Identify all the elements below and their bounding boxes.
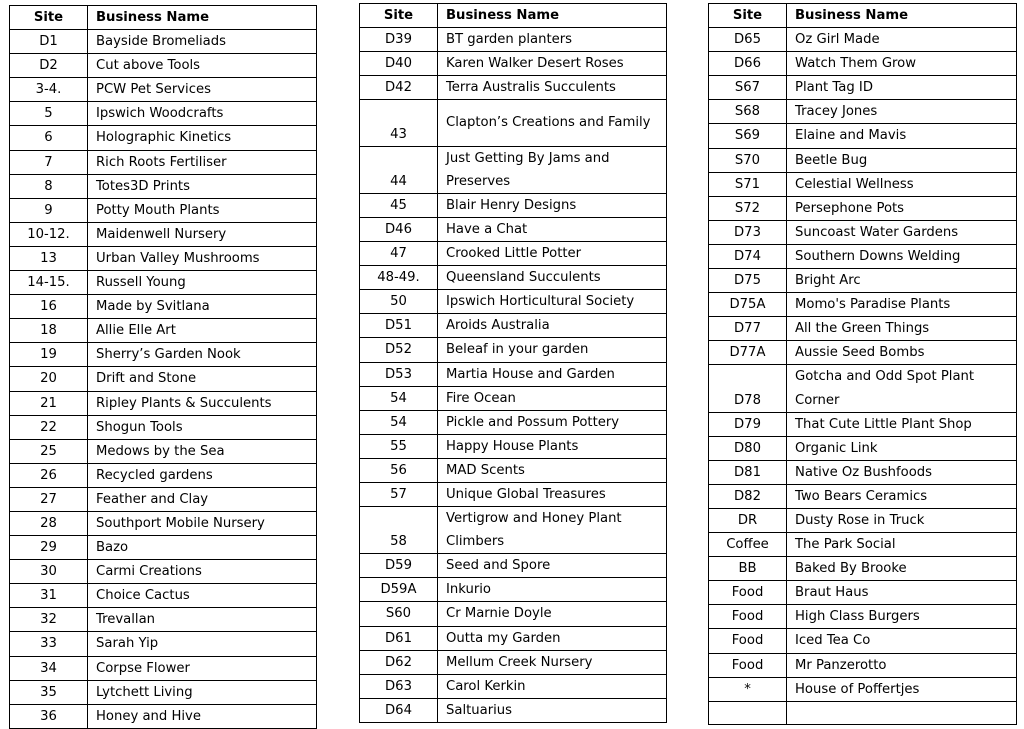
business-name-cell: Maidenwell Nursery	[88, 222, 317, 246]
site-cell: D39	[360, 28, 438, 52]
table-row	[360, 434, 667, 458]
table-row	[10, 222, 317, 246]
site-cell: 18	[10, 319, 88, 343]
site-cell: 22	[10, 415, 88, 439]
business-name-cell: Ipswich Horticultural Society	[438, 290, 667, 314]
site-cell: D63	[360, 674, 438, 698]
business-name-cell: Beleaf in your garden	[438, 338, 667, 362]
table-row	[709, 484, 1017, 508]
site-cell: 14-15.	[10, 271, 88, 295]
business-name-cell: Blair Henry Designs	[438, 193, 667, 217]
table-row	[10, 174, 317, 198]
site-cell: 34	[10, 656, 88, 680]
business-name-cell: Tracey Jones	[787, 100, 1017, 124]
business-name-cell: Cr Marnie Doyle	[438, 602, 667, 626]
site-cell: 8	[10, 174, 88, 198]
table-row	[10, 704, 317, 728]
table-row	[709, 605, 1017, 629]
business-name-cell: Crooked Little Potter	[438, 242, 667, 266]
table-row	[10, 511, 317, 535]
business-name-cell: Rich Roots Fertiliser	[88, 150, 317, 174]
site-cell: D77A	[709, 341, 787, 365]
site-cell: 29	[10, 536, 88, 560]
site-cell: S71	[709, 172, 787, 196]
site-cell: 55	[360, 434, 438, 458]
table-row	[360, 578, 667, 602]
business-name-cell: Bayside Bromeliads	[88, 30, 317, 54]
table-row	[10, 198, 317, 222]
site-cell: 57	[360, 482, 438, 506]
business-name-cell: Plant Tag ID	[787, 76, 1017, 100]
business-name-cell: High Class Burgers	[787, 605, 1017, 629]
table-row	[709, 436, 1017, 460]
business-name-cell: Persephone Pots	[787, 196, 1017, 220]
business-name-cell: Totes3D Prints	[88, 174, 317, 198]
site-cell: 25	[10, 439, 88, 463]
table-row	[10, 30, 317, 54]
business-name-cell: PCW Pet Services	[88, 78, 317, 102]
table-row	[360, 290, 667, 314]
stall-table-3	[708, 3, 1017, 725]
site-cell: D52	[360, 338, 438, 362]
site-cell: 16	[10, 295, 88, 319]
business-name-cell: Bright Arc	[787, 269, 1017, 293]
table-row	[10, 560, 317, 584]
site-cell: Food	[709, 653, 787, 677]
table-row	[360, 146, 667, 193]
table-row	[10, 295, 317, 319]
business-name-cell: Happy House Plants	[438, 434, 667, 458]
business-name-cell: Have a Chat	[438, 217, 667, 241]
business-name-cell: Suncoast Water Gardens	[787, 220, 1017, 244]
business-name-cell: Iced Tea Co	[787, 629, 1017, 653]
table-row	[709, 365, 1017, 412]
site-cell: D75A	[709, 293, 787, 317]
business-name-cell: Clapton’s Creations and Family	[438, 100, 667, 146]
business-name-cell: Vertigrow and Honey Plant Climbers	[438, 507, 667, 554]
site-cell: 5	[10, 102, 88, 126]
table-row	[360, 698, 667, 722]
table-row	[360, 386, 667, 410]
table-row	[10, 78, 317, 102]
site-cell: 35	[10, 680, 88, 704]
business-name-cell: Trevallan	[88, 608, 317, 632]
table-row	[360, 266, 667, 290]
business-name-cell: Medows by the Sea	[88, 439, 317, 463]
table-row	[709, 677, 1017, 701]
business-name-column-header: Business Name	[438, 4, 667, 28]
table-row	[709, 412, 1017, 436]
business-name-cell: Mr Panzerotto	[787, 653, 1017, 677]
site-cell: 32	[10, 608, 88, 632]
site-cell: BB	[709, 557, 787, 581]
table-row	[360, 100, 667, 146]
table-row	[10, 632, 317, 656]
site-cell: D42	[360, 76, 438, 100]
table-row	[709, 293, 1017, 317]
business-name-cell: Baked By Brooke	[787, 557, 1017, 581]
business-name-column-header: Business Name	[88, 6, 317, 30]
business-name-cell: Aroids Australia	[438, 314, 667, 338]
business-name-cell: Momo's Paradise Plants	[787, 293, 1017, 317]
site-cell: 56	[360, 458, 438, 482]
business-name-cell: Fire Ocean	[438, 386, 667, 410]
business-name-cell: Ipswich Woodcrafts	[88, 102, 317, 126]
site-cell: S68	[709, 100, 787, 124]
business-name-cell: Outta my Garden	[438, 626, 667, 650]
site-cell: D80	[709, 436, 787, 460]
site-cell: 54	[360, 386, 438, 410]
table-row	[360, 410, 667, 434]
table-row	[360, 76, 667, 100]
site-cell: 58	[360, 507, 438, 554]
table-row	[709, 244, 1017, 268]
business-name-cell: Inkurio	[438, 578, 667, 602]
table-row	[360, 482, 667, 506]
business-name-cell: Feather and Clay	[88, 487, 317, 511]
table-row	[360, 52, 667, 76]
table-row	[709, 508, 1017, 532]
business-name-cell: Just Getting By Jams and Preserves	[438, 146, 667, 193]
business-name-cell: The Park Social	[787, 533, 1017, 557]
site-cell: D82	[709, 484, 787, 508]
table-row	[360, 217, 667, 241]
table-row	[709, 269, 1017, 293]
business-name-cell: Beetle Bug	[787, 148, 1017, 172]
site-cell: 44	[360, 146, 438, 193]
table-row	[10, 608, 317, 632]
table-row	[360, 507, 667, 554]
site-cell: D79	[709, 412, 787, 436]
business-name-cell: Shogun Tools	[88, 415, 317, 439]
site-cell: 31	[10, 584, 88, 608]
table-row	[10, 463, 317, 487]
header-row	[10, 6, 317, 30]
site-cell: 45	[360, 193, 438, 217]
table-row	[709, 341, 1017, 365]
business-name-cell: Terra Australis Succulents	[438, 76, 667, 100]
site-cell: Coffee	[709, 533, 787, 557]
business-name-cell: Watch Them Grow	[787, 52, 1017, 76]
business-name-cell: Aussie Seed Bombs	[787, 341, 1017, 365]
business-name-cell: MAD Scents	[438, 458, 667, 482]
table-row	[360, 193, 667, 217]
table-row	[360, 554, 667, 578]
table-row	[10, 246, 317, 270]
business-name-cell: Martia House and Garden	[438, 362, 667, 386]
site-cell: 28	[10, 511, 88, 535]
site-cell: 13	[10, 246, 88, 270]
table-row	[10, 680, 317, 704]
site-cell: D74	[709, 244, 787, 268]
business-name-cell: Braut Haus	[787, 581, 1017, 605]
business-name-cell: Carmi Creations	[88, 560, 317, 584]
table-row	[360, 314, 667, 338]
site-cell: D66	[709, 52, 787, 76]
business-name-cell: Two Bears Ceramics	[787, 484, 1017, 508]
site-cell: 30	[10, 560, 88, 584]
site-cell: D2	[10, 54, 88, 78]
business-name-cell: Elaine and Mavis	[787, 124, 1017, 148]
table-row	[709, 653, 1017, 677]
business-name-cell: Pickle and Possum Pottery	[438, 410, 667, 434]
business-name-cell: Recycled gardens	[88, 463, 317, 487]
table-row	[360, 338, 667, 362]
business-name-cell: BT garden planters	[438, 28, 667, 52]
business-name-cell: Celestial Wellness	[787, 172, 1017, 196]
business-name-cell: Southport Mobile Nursery	[88, 511, 317, 535]
business-name-cell: Queensland Succulents	[438, 266, 667, 290]
site-cell: S60	[360, 602, 438, 626]
business-name-cell: Mellum Creek Nursery	[438, 650, 667, 674]
site-cell: D51	[360, 314, 438, 338]
header-row	[709, 4, 1017, 28]
site-cell: 36	[10, 704, 88, 728]
business-name-cell: Russell Young	[88, 271, 317, 295]
site-cell: 33	[10, 632, 88, 656]
business-name-cell: Holographic Kinetics	[88, 126, 317, 150]
site-cell: D1	[10, 30, 88, 54]
site-cell: 10-12.	[10, 222, 88, 246]
table-row	[709, 533, 1017, 557]
site-cell: D59A	[360, 578, 438, 602]
site-cell: D77	[709, 317, 787, 341]
site-cell: D65	[709, 28, 787, 52]
business-name-cell: Potty Mouth Plants	[88, 198, 317, 222]
site-cell: S69	[709, 124, 787, 148]
site-cell: D59	[360, 554, 438, 578]
table-row	[10, 656, 317, 680]
table-row	[10, 415, 317, 439]
business-name-cell: Allie Elle Art	[88, 319, 317, 343]
business-name-cell: Carol Kerkin	[438, 674, 667, 698]
business-name-cell: Oz Girl Made	[787, 28, 1017, 52]
table-row	[709, 148, 1017, 172]
table-row	[360, 28, 667, 52]
table-row	[10, 102, 317, 126]
site-cell: D73	[709, 220, 787, 244]
site-cell: D53	[360, 362, 438, 386]
site-cell: S72	[709, 196, 787, 220]
table-row	[10, 271, 317, 295]
site-cell: D75	[709, 269, 787, 293]
site-cell: D81	[709, 460, 787, 484]
site-cell: D64	[360, 698, 438, 722]
table-row	[709, 557, 1017, 581]
table-row	[709, 28, 1017, 52]
site-cell: 50	[360, 290, 438, 314]
business-name-cell: Drift and Stone	[88, 367, 317, 391]
table-row	[10, 343, 317, 367]
table-row	[10, 319, 317, 343]
site-cell: 9	[10, 198, 88, 222]
table-row	[10, 584, 317, 608]
business-name-cell: Gotcha and Odd Spot Plant Corner	[787, 365, 1017, 412]
site-cell: 48-49.	[360, 266, 438, 290]
site-cell: 21	[10, 391, 88, 415]
table-row	[709, 124, 1017, 148]
business-name-cell: Native Oz Bushfoods	[787, 460, 1017, 484]
site-cell: S70	[709, 148, 787, 172]
table-row	[360, 242, 667, 266]
business-name-cell: Corpse Flower	[88, 656, 317, 680]
site-column-header: Site	[360, 4, 438, 28]
site-cell: 19	[10, 343, 88, 367]
table-row	[360, 602, 667, 626]
stall-table-1	[9, 5, 317, 729]
table-row	[360, 674, 667, 698]
business-name-cell: Unique Global Treasures	[438, 482, 667, 506]
site-cell: D61	[360, 626, 438, 650]
site-column-header: Site	[709, 4, 787, 28]
table-row	[709, 460, 1017, 484]
business-name-cell: Southern Downs Welding	[787, 244, 1017, 268]
business-name-cell: Honey and Hive	[88, 704, 317, 728]
business-name-cell: Sherry’s Garden Nook	[88, 343, 317, 367]
site-cell: 54	[360, 410, 438, 434]
stall-table-2	[359, 3, 667, 723]
table-row	[709, 172, 1017, 196]
table-row	[10, 367, 317, 391]
table-row	[709, 220, 1017, 244]
site-cell: D62	[360, 650, 438, 674]
table-row	[10, 150, 317, 174]
business-name-cell: That Cute Little Plant Shop	[787, 412, 1017, 436]
site-cell: D78	[709, 365, 787, 412]
site-cell: D40	[360, 52, 438, 76]
business-name-cell: Made by Svitlana	[88, 295, 317, 319]
table-row	[709, 581, 1017, 605]
business-name-column-header: Business Name	[787, 4, 1017, 28]
business-name-cell: Cut above Tools	[88, 54, 317, 78]
business-name-cell: Bazo	[88, 536, 317, 560]
table-row	[360, 362, 667, 386]
business-name-cell: Lytchett Living	[88, 680, 317, 704]
site-cell: Food	[709, 605, 787, 629]
site-column-header: Site	[10, 6, 88, 30]
site-cell: 20	[10, 367, 88, 391]
site-cell: DR	[709, 508, 787, 532]
site-cell: 43	[360, 100, 438, 146]
site-cell: S67	[709, 76, 787, 100]
table-row	[709, 52, 1017, 76]
header-row	[360, 4, 667, 28]
table-row	[10, 487, 317, 511]
site-cell: Food	[709, 629, 787, 653]
site-cell: 6	[10, 126, 88, 150]
business-name-cell: House of Poffertjes	[787, 677, 1017, 701]
table-row	[709, 100, 1017, 124]
business-name-cell: Urban Valley Mushrooms	[88, 246, 317, 270]
table-row	[709, 76, 1017, 100]
table-row	[10, 391, 317, 415]
table-row	[360, 650, 667, 674]
site-cell: 47	[360, 242, 438, 266]
site-cell: 7	[10, 150, 88, 174]
business-name-cell: Sarah Yip	[88, 632, 317, 656]
business-name-cell: Organic Link	[787, 436, 1017, 460]
table-row	[360, 458, 667, 482]
site-cell: 3-4.	[10, 78, 88, 102]
business-name-cell: Dusty Rose in Truck	[787, 508, 1017, 532]
business-name-cell: Seed and Spore	[438, 554, 667, 578]
site-cell: D46	[360, 217, 438, 241]
table-row	[10, 536, 317, 560]
business-name-cell: Karen Walker Desert Roses	[438, 52, 667, 76]
site-cell: *	[709, 677, 787, 701]
table-row	[10, 54, 317, 78]
table-row	[10, 126, 317, 150]
table-row	[360, 626, 667, 650]
business-name-cell: Ripley Plants & Succulents	[88, 391, 317, 415]
site-cell: Food	[709, 581, 787, 605]
business-name-cell: Saltuarius	[438, 698, 667, 722]
business-name-cell: All the Green Things	[787, 317, 1017, 341]
table-row	[709, 317, 1017, 341]
table-row	[709, 196, 1017, 220]
site-cell: 27	[10, 487, 88, 511]
table-row	[10, 439, 317, 463]
business-name-cell: Choice Cactus	[88, 584, 317, 608]
site-cell: 26	[10, 463, 88, 487]
table-row	[709, 629, 1017, 653]
